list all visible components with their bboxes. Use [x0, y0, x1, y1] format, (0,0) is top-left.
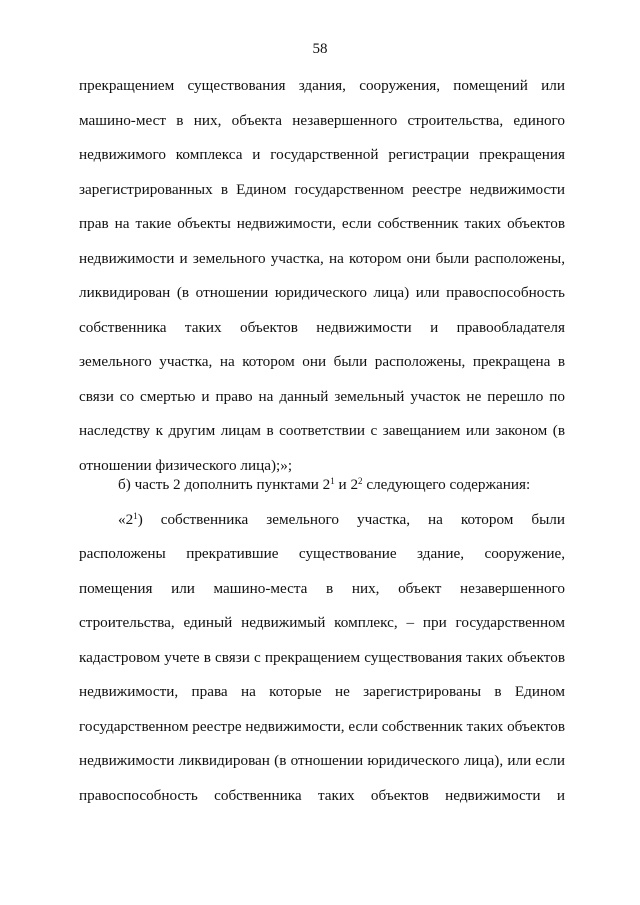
text-line: прав на такие объекты недвижимости, если собственник таких объектов	[79, 215, 565, 232]
superscript: 2	[358, 476, 363, 486]
superscript: 1	[133, 511, 138, 521]
text-line: земельного участка, на котором они были расположены, прекращена в	[79, 353, 565, 370]
text-line: недвижимости, права на которые не зарегистрированы в Едином	[79, 683, 565, 700]
text-line: недвижимого комплекса и государственной регистрации прекращения	[79, 146, 565, 163]
text-line: машино-мест в них, объекта незавершенного строительства, единого	[79, 111, 565, 129]
clause-text: ) собственника земельного участка, на котором были	[137, 511, 565, 528]
text-line: связи со смертью и право на данный земельный участок не перешло по	[79, 387, 565, 405]
clause-text: «2	[118, 511, 134, 528]
text-line: помещения или машино-места в них, объект незавершенного	[79, 579, 565, 597]
text-line: отношении физического лица);»;	[79, 456, 293, 474]
text-line: недвижимости и земельного участка, на котором они были расположены,	[79, 249, 565, 267]
superscript: 1	[330, 476, 335, 486]
amendment-intro-text: следующего содержания:	[362, 476, 531, 493]
paragraph-amendment-intro	[118, 475, 565, 495]
amendment-intro-text: б) часть 2 дополнить пунктами 2	[118, 476, 331, 493]
text-line: расположены прекратившие существование здание, сооружение,	[79, 545, 565, 562]
text-line: государственном реестре недвижимости, если собственник таких объектов	[79, 717, 565, 735]
page-number: 58	[312, 41, 328, 57]
text-line: недвижимости ликвидирован (в отношении юридического лица), или если	[79, 752, 565, 769]
text-line: зарегистрированных в Едином государственном реестре недвижимости	[79, 180, 565, 198]
text-line: строительства, единый недвижимый комплекс, – при государственном	[79, 614, 565, 631]
text-line: прекращением существования здания, сооружения, помещений или	[79, 77, 565, 94]
text-line: собственника таких объектов недвижимости и правообладателя	[79, 318, 565, 336]
paragraph-new-clause-first-line	[118, 510, 565, 530]
text-line: правоспособность собственника таких объектов недвижимости и	[79, 786, 565, 804]
text-line: наследству к другим лицам в соответствии с завещанием или законом (в	[79, 422, 565, 439]
text-line: кадастровом учете в связи с прекращением существования таких объектов	[79, 648, 565, 666]
text-line: ликвидирован (в отношении юридического лица) или правоспособность	[79, 284, 565, 301]
amendment-intro-text: и 2	[334, 476, 359, 493]
